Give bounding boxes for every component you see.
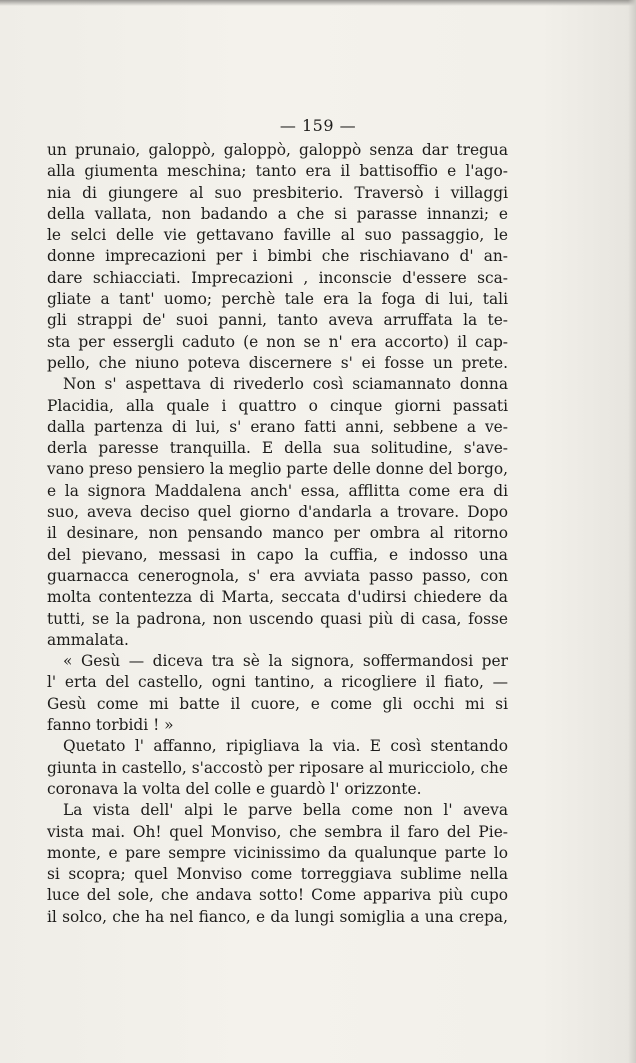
text-line: vano preso pensiero la meglio parte delle donne del borgo, — [47, 460, 508, 479]
text-line: il desinare, non pensando manco per ombra al ritorno — [47, 524, 508, 543]
text-line: guarnacca cenerognola, s' era avviata passo passo, con — [47, 566, 508, 585]
text-line: il solco, che ha nel fianco, e da lungi somiglia a una crepa, — [47, 907, 508, 926]
text-line: giunta in castello, s'accostò per riposare al muricciolo, che — [47, 758, 508, 777]
page-top-shadow — [0, 0, 636, 6]
text-line: un prunaio, galoppò, galoppò, galoppò senza dar tregua — [47, 141, 508, 159]
page-number: — 159 — — [279, 116, 357, 135]
text-line: monte, e pare sempre vicinissimo da qualunque parte lo — [47, 843, 508, 862]
text-line: pello, che niuno poteva discernere s' ei fosse un prete. — [47, 353, 508, 372]
text-line: alla giumenta meschina; tanto era il battisoffio e l'ago- — [47, 162, 508, 181]
text-line: l' erta del castello, ogni tantino, a ricogliere il fiato, — — [47, 673, 508, 692]
text-line: gli strappi de' suoi panni, tanto aveva arruffata la te- — [47, 311, 508, 330]
text-line: donne imprecazioni per i bimbi che rischiavano d' an- — [47, 247, 508, 266]
text-line: Quetato l' affanno, ripigliava la via. E così stentando — [63, 737, 508, 756]
text-line: suo, aveva deciso quel giorno d'andarla a trovare. Dopo — [47, 503, 508, 522]
text-line: « Gesù — diceva tra sè la signora, soffermandosi per — [63, 652, 508, 671]
text-line: e la signora Maddalena anch' essa, afflitta come era di — [47, 481, 508, 500]
text-line: fanno torbidi ! » — [47, 716, 174, 735]
text-line: La vista dell' alpi le parve bella come non l' aveva — [63, 801, 508, 820]
text-line: nia di giungere al suo presbiterio. Traversò i villaggi — [47, 183, 508, 202]
text-line: della vallata, non badando a che si parasse innanzi; e — [47, 204, 508, 223]
text-line: gliate a tant' uomo; perchè tale era la foga di lui, tali — [47, 290, 508, 309]
text-line: Placidia, alla quale i quattro o cinque giorni passati — [47, 396, 508, 415]
text-line: Gesù come mi batte il cuore, e come gli occhi mi si — [47, 694, 508, 713]
text-line: molta contentezza di Marta, seccata d'udirsi chiedere da — [47, 588, 508, 607]
text-line: del pievano, messasi in capo la cuffia, e indosso una — [47, 545, 508, 564]
text-line: tutti, se la padrona, non uscendo quasi più di casa, fosse — [47, 609, 508, 628]
text-line: dalla partenza di lui, s' erano fatti anni, sebbene a ve- — [47, 417, 508, 436]
text-line: ammalata. — [47, 630, 129, 649]
text-line: coronava la volta del colle e guardò l' orizzonte. — [47, 779, 422, 798]
text-line: derla paresse tranquilla. E della sua solitudine, s'ave- — [47, 439, 508, 458]
text-line: Non s' aspettava di rivederlo così sciamannato donna — [63, 375, 508, 394]
page-right-edge — [628, 0, 636, 1063]
text-line: vista mai. Oh! quel Monviso, che sembra il faro del Pie- — [47, 822, 508, 841]
text-line: sta per essergli caduto (e non se n' era accorto) il cap- — [47, 332, 508, 351]
text-line: si scopra; quel Monviso come torreggiava sublime nella — [47, 865, 508, 884]
text-line: dare schiacciati. Imprecazioni , inconscie d'essere sca- — [47, 268, 508, 287]
text-line: le selci delle vie gettavano faville al suo passaggio, le — [47, 226, 508, 245]
body-text — [47, 140, 508, 928]
text-line: luce del sole, che andava sotto! Come appariva più cupo — [47, 886, 508, 905]
